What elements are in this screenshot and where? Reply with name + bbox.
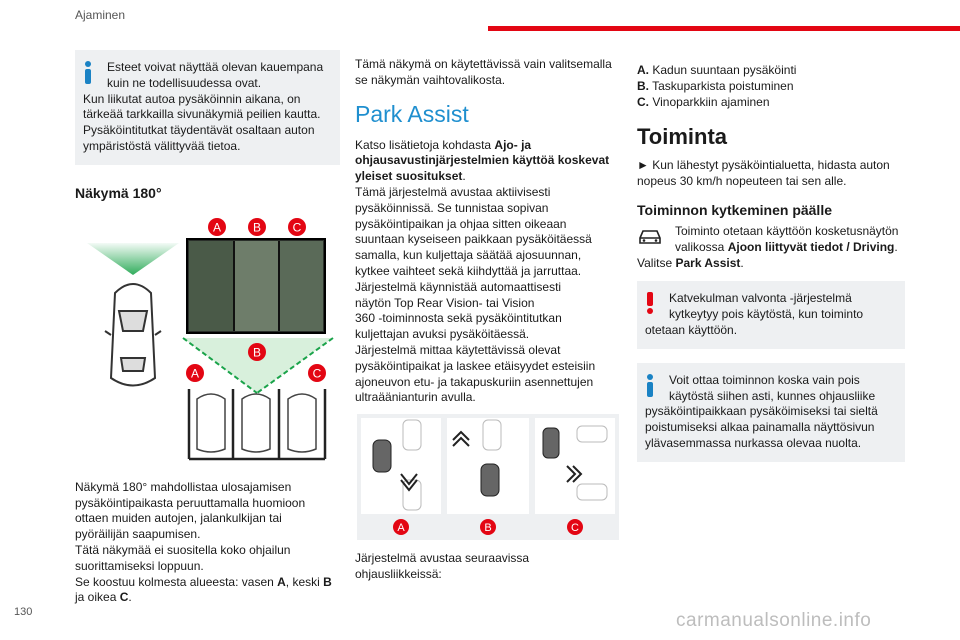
body-text: Tätä näkymää ei suositella koko ohjailun: [75, 542, 291, 557]
bullet-arrow-icon: ►: [637, 158, 649, 173]
watermark: carmanualsonline.info: [676, 610, 872, 631]
text-run: , keski: [285, 574, 324, 589]
label-c-text: C: [292, 220, 302, 235]
body-text: samalla, kun kuljettaja säätää ajosuunnan,: [355, 248, 582, 263]
body-text: Järjestelmä mittaa käytettävissä olevat: [355, 342, 561, 357]
label-c2-text: C: [312, 366, 322, 381]
moving-car-c: [543, 428, 559, 458]
list-letter: B.: [637, 78, 649, 93]
list-item: [637, 95, 905, 111]
screen-divider: [278, 241, 280, 331]
body-text: Näkymä 180° mahdollistaa ulosajamisen: [75, 479, 292, 494]
header-red-bar: [488, 26, 960, 31]
screen-divider: [233, 241, 235, 331]
warning-text: kytkeytyy pois käytöstä, kun toiminto: [669, 307, 864, 322]
info-text: Esteet voivat näyttää olevan kauempana: [107, 60, 324, 74]
info-text: tärkeää tarkkailla sivunäkymiä peilien kautta.: [83, 107, 321, 122]
body-text: Järjestelmä käynnistää automaattisesti: [355, 279, 562, 294]
list-text: Vinoparkkiin ajaminen: [652, 94, 770, 109]
body-text: ottaen muiden autojen, jalankulkijan tai: [75, 511, 282, 526]
list-text: Taskuparkista poistuminen: [652, 78, 794, 93]
view-cone-shape: [87, 243, 179, 275]
warning-icon: [647, 292, 654, 314]
text-run: Valitse: [637, 255, 676, 270]
list-item: [637, 79, 905, 95]
info-icon: [85, 61, 92, 83]
info-text: Voit ottaa toiminnon koska vain pois: [669, 372, 860, 387]
info-text: pysäköintipaikkaan pysäköimiseksi tai sieltä: [645, 404, 878, 419]
body-text: pysäköintipaikan ja ohjaa sitten oikeaan: [355, 216, 567, 231]
section-heading-toiminta: Toiminta: [637, 124, 728, 150]
park-assist-maneuvers-illustration: [357, 414, 619, 540]
body-text: pysäköintipaikat ja laskee etäisyydet esteisiin: [355, 358, 596, 373]
body-text: [355, 169, 620, 185]
list-text: Kadun suuntaan pysäköinti: [652, 63, 797, 77]
body-text: näytön Top Rear Vision- tai Vision: [355, 295, 535, 310]
header-title: Ajaminen: [75, 8, 126, 22]
body-text: ajoneuvon etu- ja takapuskuriin asennettujen: [355, 374, 594, 389]
moving-car-a: [373, 440, 391, 472]
body-text: ultraäänianturin avulla.: [355, 390, 476, 405]
text-run: .: [894, 239, 898, 254]
list-letter: C.: [637, 94, 649, 109]
body-text: [637, 158, 905, 174]
body-text: Järjestelmä avustaa seuraavissa: [355, 551, 530, 566]
body-text: [355, 138, 620, 154]
text-run: .: [462, 169, 466, 184]
body-text: kuljettajan avuksi pysäköitäessä.: [355, 327, 530, 342]
info-icon: [647, 374, 654, 396]
body-text: se näkymän vaihtovalikosta.: [355, 72, 506, 87]
body-text: ohjausavustinjärjestelmien käyttöä koskevat: [355, 153, 610, 168]
screen-zone-a: [189, 241, 233, 331]
label-a2-text: A: [190, 366, 200, 381]
view-180-illustration: [83, 213, 335, 463]
label-c-text: C: [571, 522, 579, 535]
body-text: pysäköinnissä. Se tunnistaa sopivan: [355, 200, 549, 215]
body-text: ohjausliikkeissä:: [355, 566, 442, 581]
text-run: Kun lähestyt pysäköintialuetta, hidasta auton: [652, 158, 890, 173]
info-text: Pysäköintitutkat täydentävät osaltaan auton: [83, 123, 315, 138]
text-bold: Ajoon liittyvät tiedot / Driving: [727, 239, 895, 254]
label-a-text: A: [397, 522, 405, 535]
parked-cars-b: [483, 420, 501, 450]
body-text: Tämä järjestelmä avustaa aktiivisesti: [355, 184, 551, 199]
warning-text: otetaan käyttöön.: [645, 322, 738, 337]
text-bold: C: [119, 590, 129, 605]
text-bold: Park Assist: [675, 255, 741, 270]
car-top-view: [105, 284, 161, 386]
screen-zone-c: [279, 241, 323, 331]
text-run: Se koostuu kolmesta alueesta: vasen: [75, 574, 278, 589]
text-bold: yleiset suositukset: [355, 169, 463, 184]
text-run: valikossa: [675, 239, 728, 254]
list-letter: A.: [637, 63, 649, 77]
text-bold: A: [277, 574, 286, 589]
body-text: 360 -toiminnosta sekä pysäköintitutkan: [355, 311, 562, 326]
info-text: poistumiseksi alkaa painamalla näyttösivun: [645, 420, 875, 435]
body-text: [675, 240, 905, 256]
column-middle: [355, 57, 620, 583]
info-note-box: [75, 50, 340, 165]
text-run: Katso lisätietoja kohdasta: [355, 137, 495, 152]
warning-note-box: [637, 281, 905, 348]
body-text: [637, 256, 905, 272]
info-text: käytöstä siihen asti, kunnes ohjausliike: [669, 388, 876, 403]
label-b2-text: B: [252, 345, 262, 360]
body-text: kytkee vaihteet sekä kiihdyttää ja jarruttaa.: [355, 263, 582, 278]
warning-text: Katvekulman valvonta -järjestelmä: [669, 291, 852, 306]
label-b-text: B: [252, 220, 262, 235]
body-text: [75, 590, 340, 606]
column-right: [637, 63, 905, 462]
info-text: ylävasemmassa nurkassa olevaa nuolta.: [645, 435, 862, 450]
info-text: kuin ne todellisuudessa ovat.: [107, 75, 262, 90]
text-bold: B: [323, 574, 332, 589]
info-text: Kun liikutat autoa pysäköinnin aikana, on: [83, 91, 301, 106]
body-text: pysäköintipaikasta peruuttamalla huomioon: [75, 495, 306, 510]
list-item: [637, 63, 905, 79]
section-heading-activation: Toiminnon kytkeminen päälle: [637, 201, 833, 218]
info-text: ympäristöstä välittyvää tietoa.: [83, 138, 241, 153]
section-heading-180: Näkymä 180°: [75, 184, 162, 201]
page-number: 130: [14, 606, 33, 618]
body-text: Tämä näkymä on käytettävissä vain valitsemalla: [355, 57, 612, 71]
car-icon: [637, 226, 663, 246]
body-text: pyöräilijän saapumisen.: [75, 527, 201, 542]
text-bold: Ajo- ja: [494, 137, 532, 152]
label-b-text: B: [484, 522, 492, 535]
label-a-text: A: [212, 220, 222, 235]
column-left: [75, 50, 340, 606]
body-text: suorittamiseksi loppuun.: [75, 558, 204, 573]
text-run: .: [128, 590, 132, 605]
text-run: .: [740, 255, 744, 270]
screen-zone-b: [234, 241, 278, 331]
body-text: nopeus 30 km/h nopeuteen tai sen alle.: [637, 174, 847, 189]
parked-cars: [197, 394, 316, 452]
body-text: Toiminto otetaan käyttöön kosketusnäytön: [675, 223, 899, 238]
activation-instructions: [637, 224, 905, 256]
info-note-box: [637, 363, 905, 462]
body-text: suuntaan kyseiseen paikkaan pysäköitäessä: [355, 232, 592, 247]
text-run: ja oikea: [75, 590, 120, 605]
body-text: [75, 575, 340, 591]
section-heading-park-assist: Park Assist: [355, 100, 469, 127]
moving-car-b: [481, 464, 499, 496]
